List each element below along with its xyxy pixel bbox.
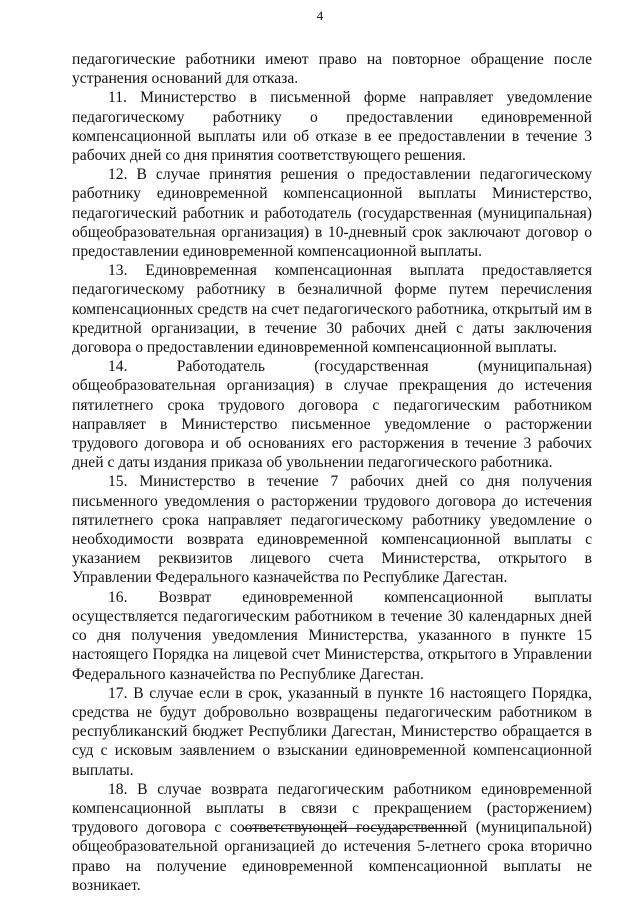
paragraph-12: 12. В случае принятия решения о предоставлении педагогическому работнику единовременной компенсационной выплаты Министерство, педагогический работник и работодатель (государственная (муниципальная) общеобразовательная организация) в 10-дневный срок заключают договор о предоставлении единовременной компенсационной выплаты. bbox=[72, 166, 592, 261]
paragraph-15: 15. Министерство в течение 7 рабочих дней со дня получения письменного уведомления о расторжении трудового договора до истечения пятилетнего срока направляет педагогическому работнику уведомление о необходимости возврата единовременной компенсационной выплаты с указанием реквизитов лицевого счета Министерства, открытого в Управлении Федерального казначейства по Республике Дагестан. bbox=[72, 473, 592, 587]
paragraph-11: 11. Министерство в письменной форме направляет уведомление педагогическому работнику о предоставлении единовременной компенсационной выплаты или об отказе в ее предоставлении в течение 3 рабочих дней со дня принятия соответствующего решения. bbox=[72, 89, 592, 165]
paragraph-17: 17. В случае если в срок, указанный в пункте 16 настоящего Порядка, средства не будут добровольно возвращены педагогическим работником в республиканский бюджет Республики Дагестан, Министерство обращается в суд с исковым заявлением о взыскании единовременной компенсационной выплаты. bbox=[72, 684, 592, 779]
paragraph-continuation: педагогические работники имеют право на повторное обращение после устранения оснований для отказа. bbox=[72, 51, 592, 88]
page-number: 4 bbox=[316, 8, 324, 23]
paragraph-14: 14. Работодатель (государственная (муниципальная) общеобразовательная организация) в случае прекращения до истечения пятилетнего срока трудового договора с педагогическим работником направляет в Министерство письменное уведомление о расторжении трудового договора и об основаниях его расторжения в течение 3 рабочих дней с даты издания приказа об увольнении педагогического работника. bbox=[72, 358, 592, 472]
closing-rule bbox=[244, 828, 458, 829]
paragraph-13: 13. Единовременная компенсационная выплата предоставляется педагогическому работнику в безналичной форме путем перечисления компенсационных средств на счет педагогического работника, открытый им в кредитной организации, в течение 30 рабочих дней с даты заключения договора о предоставлении единовременной компенсационной выплаты. bbox=[72, 262, 592, 357]
paragraph-18: 18. В случае возврата педагогическим работником единовременной компенсационной выплаты в связи с прекращением (расторжением) трудового договора с соответствующей государственной (муниципальной) общеобразовательной организацией до истечения 5-летнего срока вторично право на получение единовременной компенсационной выплаты не возникает. bbox=[72, 780, 592, 894]
paragraph-16: 16. Возврат единовременной компенсационной выплаты осуществляется педагогическим работником в течение 30 календарных дней со дня получения уведомления Министерства, указанного в пункте 15 настоящего Порядка на лицевой счет Министерства, открытого в Управлении Федерального казначейства по Республике Дагестан. bbox=[72, 588, 592, 683]
document-body bbox=[72, 50, 592, 895]
